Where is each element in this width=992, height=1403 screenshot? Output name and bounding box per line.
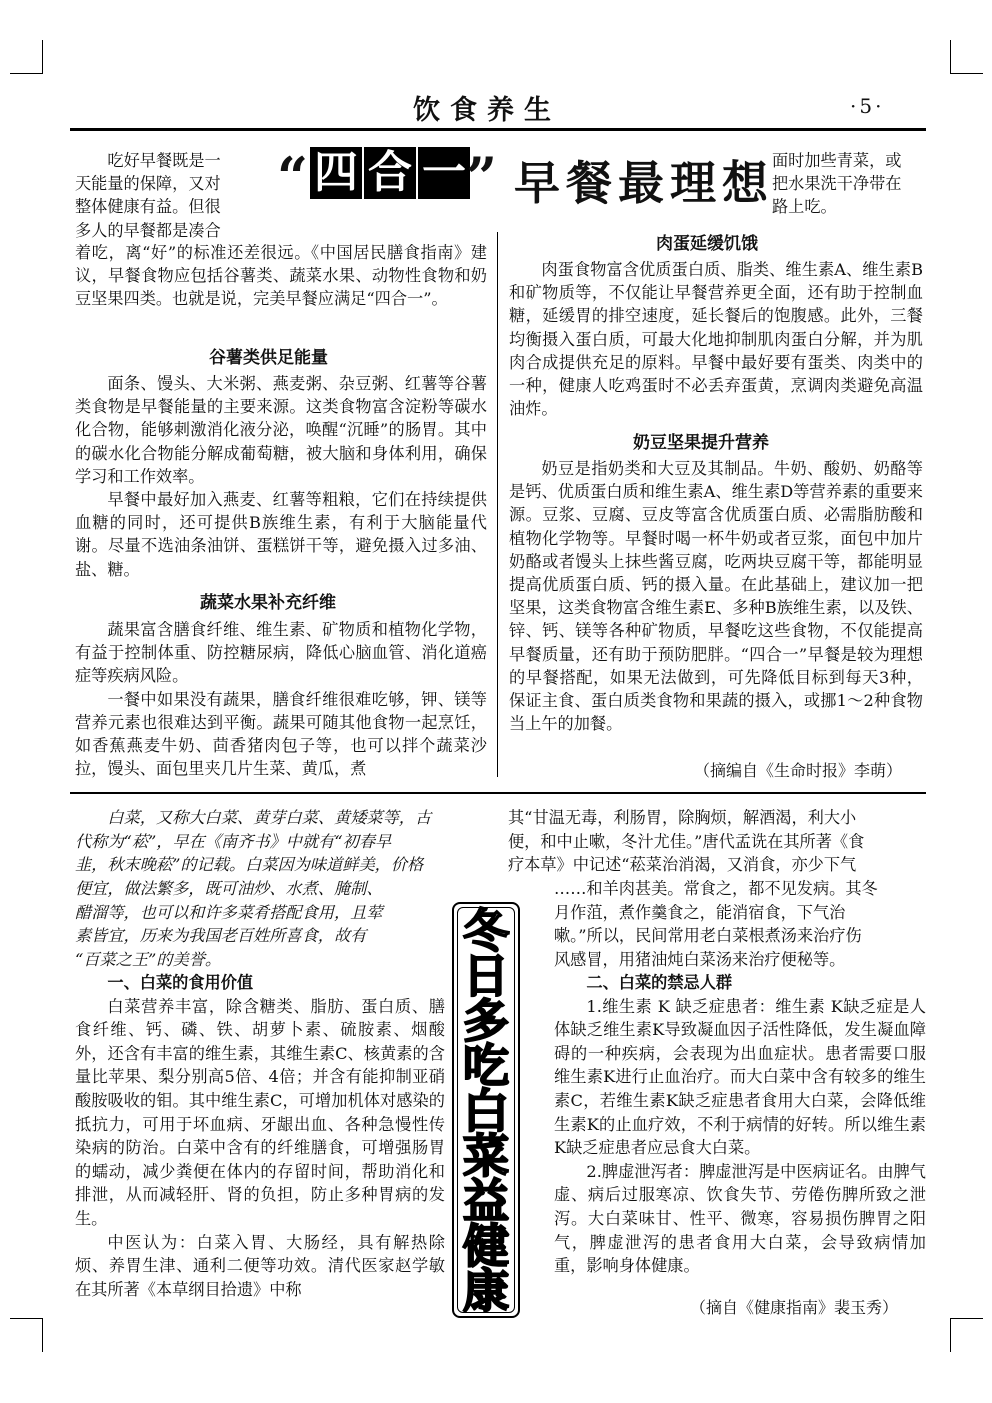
- text-line: 路上吃。: [772, 197, 837, 217]
- text-line: 风感冒，用猪油炖白菜汤来治疗便秘等。: [554, 949, 846, 969]
- article-divider: [70, 792, 926, 794]
- text-line: 把水果洗干净带在: [772, 174, 902, 194]
- article2-intro: [75, 806, 497, 877]
- article1-intro: [75, 149, 250, 242]
- headline-char: 菜: [463, 1129, 509, 1183]
- headline-char: 冬: [463, 904, 509, 958]
- article2-right-short: [554, 877, 926, 971]
- section-heading: 谷薯类供足能量: [209, 348, 328, 368]
- intro-line: 素皆宜，历来为我国老百姓所喜食，故有: [75, 926, 367, 946]
- headline-char: 多: [463, 994, 509, 1048]
- crop-mark: [10, 73, 43, 74]
- section-heading: 奶豆坚果提升营养: [633, 433, 769, 453]
- intro-line: 韭，秋末晚菘”的记载。白菜因为味道鲜美，价格: [75, 855, 424, 875]
- page-number: ·5·: [850, 94, 885, 118]
- crop-mark: [10, 1318, 43, 1319]
- intro-line: 便宜，做法繁多，既可油炒、水煮、腌制、: [75, 879, 383, 898]
- intro-line: 吃好早餐既是一: [107, 151, 221, 170]
- paragraph: 蔬果富含膳食纤维、维生素、矿物质和植物化学物，有益于控制体重、防控糖尿病，降低心脑血管、消化道癌症等疾病风险。: [75, 620, 487, 686]
- headline-char: 白: [463, 1084, 509, 1138]
- article2-right-body: [554, 971, 926, 1278]
- crop-mark: [42, 40, 43, 74]
- article1-section4: [509, 457, 923, 735]
- intro-line: “百菜之王”的美誉。: [75, 949, 222, 969]
- vertical-headline: [452, 902, 520, 1318]
- source-credit: （摘编自《生命时报》李萌）: [694, 761, 903, 780]
- text-line: 其“甘温无毒，利肠胃，除胸烦，解酒渴，利大小: [508, 808, 857, 827]
- section-heading: 蔬菜水果补充纤维: [200, 593, 336, 613]
- headline-box-char: 合: [364, 147, 416, 199]
- text-line: 便，和中止嗽，冬汁尤佳。”唐代孟诜在其所著《食: [508, 831, 865, 851]
- paragraph: 早餐中最好加入燕麦、红薯等粗粮，它们在持续提供血糖的同时，还可提供B族维生素，有利于大脑能量代谢。尽量不选油条油饼、蛋糕饼干等，避免摄入过多油、盐、糖。: [75, 490, 487, 579]
- headline-quote-close: ”: [466, 145, 498, 209]
- text-line: 嗽。”所以，民间常用老白菜根煮汤来治疗伤: [554, 926, 862, 946]
- text-line: ……和羊肉甚美。常食之，都不见发病。其冬: [554, 879, 878, 898]
- paragraph: 肉蛋食物富含优质蛋白质、脂类、维生素A、维生素B和矿物质等，不仅能让早餐营养更全面，还有助于控制血糖，延缓胃的排空速度，延长餐后的饱腹感。此外，三餐均衡摄入蛋白质，可最大化地抑制肌肉蛋白分解，并为肌肉合成提供充足的原料。早餐中最好要有蛋类、肉类中的一种，健康人吃鸡蛋时不必丢弃蛋黄，烹调肉类避免高温油炸。: [509, 260, 923, 419]
- intro-line: 代称为“菘”，早在《南齐书》中就有“初春早: [75, 831, 392, 851]
- headline-text: 早餐最理想: [514, 156, 774, 210]
- paragraph: 中医认为：白菜入胃、大肠经，具有解热除烦、养胃生津、通利二便等功效。清代医家赵学敏在其所著《本草纲目拾遗》中称: [75, 1232, 445, 1299]
- text-line: 疗本草》中记述“菘菜治消渴，又消食，亦少下气: [508, 855, 857, 875]
- header-rule: [70, 128, 926, 131]
- crop-mark: [950, 1318, 951, 1352]
- intro-line: 天能量的保障，又对: [75, 174, 221, 194]
- headline-box-char: 四: [310, 147, 362, 199]
- article1-right-top: [772, 149, 932, 219]
- headline-char: 健: [463, 1219, 509, 1273]
- crop-mark: [950, 1318, 983, 1319]
- article2-right-top: [508, 806, 926, 877]
- paragraph: 面条、馒头、大米粥、燕麦粥、杂豆粥、红薯等谷薯类食物是早餐能量的主要来源。这类食物富含淀粉等碳水化合物，能够刺激消化液分泌，唤醒“沉睡”的肠胃。其中的碳水化合物能分解成葡萄糖，被大脑和身体利用，确保学习和工作效率。: [75, 374, 487, 486]
- crop-mark: [950, 40, 951, 74]
- intro-line: 白菜，又称大白菜、黄芽白菜、黄矮菜等，古: [107, 808, 432, 827]
- crop-mark: [950, 73, 983, 74]
- paragraph: 奶豆是指奶类和大豆及其制品。牛奶、酸奶、奶酪等是钙、优质蛋白质和维生素A、维生素D等营养素的重要来源。豆浆、豆腐、豆皮等富含优质蛋白质、必需脂肪酸和植物化学物等。早餐时喝一杯牛奶或者豆浆，面包中加片奶酪或者馒头上抹些酱豆腐，吃两块豆腐干等，都能明显提高优质蛋白质、钙的摄入量。在此基础上，建议加一把坚果，这类食物富含维生素E、多种B族维生素，以及铁、锌、钙、镁等各种矿物质，早餐吃这些食物，不仅能提高早餐质量，还有助于预防肥胖。“四合一”早餐是较为理想的早餐搭配，如果无法做到，可先降低目标到每天3种，保证主食、蛋白质类食物和果蔬的摄入，或挪1～2种食物当上午的加餐。: [509, 459, 923, 734]
- article1-section3: [509, 258, 923, 420]
- text-line: 面时加些青菜，或: [772, 151, 902, 170]
- crop-mark: [42, 1318, 43, 1352]
- paragraph: 2.脾虚泄泻者：脾虚泄泻是中医病证名。由脾气虚、病后过服寒凉、饮食失节、劳倦伤脾所致之泄泻。大白菜味甘、性平、微寒，容易损伤脾胃之阳气，脾虚泄泻的患者食用大白菜，会导致病情加重，影响身体健康。: [554, 1161, 926, 1276]
- section-title: 饮食养生: [413, 95, 561, 126]
- source-credit: （摘自《健康指南》裴玉秀）: [690, 1298, 899, 1317]
- article1-intro-continued: [75, 241, 487, 311]
- headline-char: 日: [463, 949, 509, 1003]
- article1-section2: [75, 618, 487, 780]
- headline-char: 益: [463, 1174, 509, 1228]
- article2-left-body: [75, 971, 445, 1301]
- section-heading: 一、白菜的食用价值: [107, 973, 254, 992]
- section-heading: 肉蛋延缓饥饿: [656, 234, 758, 254]
- headline-quote-open: “: [277, 145, 309, 209]
- paragraph: 白菜营养丰富，除含糖类、脂肪、蛋白质、膳食纤维、钙、磷、铁、胡萝卜素、硫胺素、烟酸外，还含有丰富的维生素，其维生素C、核黄素的含量比苹果、梨分别高5倍、4倍；并含有能抑制亚硝酸胺吸收的钼。其中维生素C，可增加机体对感染的抵抗力，可用于坏血病、牙龈出血、各种急慢性传染病的防治。白菜中含有的纤维膳食，可增强肠胃的蠕动，减少粪便在体内的存留时间，帮助消化和排泄，从而减轻肝、肾的负担，防止多种胃病的发生。: [75, 996, 445, 1228]
- column-divider: [497, 232, 498, 777]
- paragraph: 1.维生素 K 缺乏症患者：维生素 K缺乏症是人体缺乏维生素K导致凝血因子活性降低，发生凝血障碍的一种疾病，会表现为出血症状。患者需要口服维生素K进行止血治疗。而大白菜中含有较多的维生素C，若维生素K缺乏症患者食用大白菜，会降低维生素K的止血疗效，不利于病情的好转。所以维生素K缺乏症患者应忌食大白菜。: [554, 996, 926, 1158]
- text-line: 月作菹，煮作羹食之，能消宿食，下气治: [554, 902, 846, 922]
- article2-intro-short: [75, 877, 445, 971]
- headline-char: 吃: [463, 1039, 509, 1093]
- headline-box-char: 一: [418, 147, 470, 199]
- headline-char: 康: [463, 1264, 509, 1318]
- intro-line: 多人的早餐都是凑合: [75, 220, 221, 240]
- article1-section1: [75, 372, 487, 581]
- intro-line: 醋溜等，也可以和许多菜肴搭配食用，且荤: [75, 902, 383, 922]
- intro-line: 整体健康有益。但很: [75, 197, 221, 217]
- section-heading: 二、白菜的禁忌人群: [586, 973, 733, 992]
- paragraph: 一餐中如果没有蔬果，膳食纤维很难吃够，钾、镁等营养元素也很难达到平衡。蔬果可随其他食物一起烹饪，如香蕉燕麦牛奶、茴香猪肉包子等，也可以拌个蔬菜沙拉，馒头、面包里夹几片生菜、黄瓜，煮: [75, 689, 487, 779]
- paragraph: 着吃，离“好”的标准还差很远。《中国居民膳食指南》建议，早餐食物应包括谷薯类、蔬菜水果、动物性食物和奶豆坚果四类。也就是说，完美早餐应满足“四合一”。: [75, 243, 487, 309]
